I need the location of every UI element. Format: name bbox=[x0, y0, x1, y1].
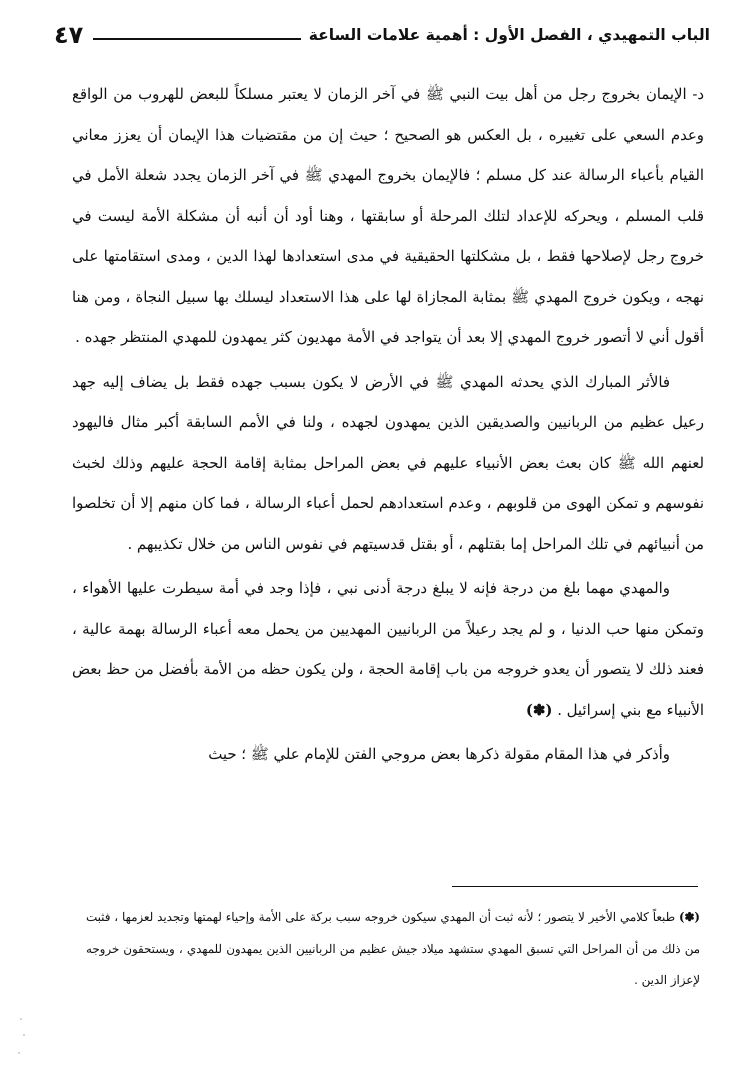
page-number: ٤٧ bbox=[54, 21, 84, 49]
footnote-marker: (✽) bbox=[678, 910, 700, 924]
footnote bbox=[86, 902, 700, 997]
scan-speck bbox=[23, 1034, 25, 1036]
footnote-reference: (✽) bbox=[525, 700, 553, 719]
running-header bbox=[54, 18, 710, 52]
header-title: الباب التمهيدي ، الفصل الأول : أهمية علامات الساعة bbox=[308, 26, 710, 44]
footnote-separator bbox=[452, 886, 698, 887]
body-text bbox=[72, 74, 704, 775]
header-rule bbox=[93, 38, 300, 40]
paragraph bbox=[72, 568, 704, 730]
paragraph: وأذكر في هذا المقام مقولة ذكرها بعض مروجي الفتن للإمام علي ﷺ ؛ حيث bbox=[208, 745, 670, 763]
scan-speck bbox=[20, 1018, 22, 1020]
paragraph: فالأثر المبارك الذي يحدثه المهدي ﷺ في الأرض لا يكون بسبب جهده فقط بل يضاف إليه جهد رعيل عظيم من الربانيين والصديقين الذين يمهدون لجهده ، ولنا في الأمم السابقة أكبر مثال فاليهود لعنهم الله ﷺ كان بعث بعض الأنبياء عليهم في بعض المراحل بمثابة إقامة الحجة عليهم وذلك لخبث نفوسهم و تمكن الهوى من قلوبهم ، وعدم استعدادهم لحمل أعباء الرسالة ، فما كان منهم إلا أن تخلصوا من أنبيائهم في تلك المراحل إما بقتلهم ، أو بقتل قدسيتهم في نفوس الناس من خلال تكذيبهم . bbox=[72, 372, 704, 553]
paragraph-text: والمهدي مهما بلغ من درجة فإنه لا يبلغ درجة أدنى نبي ، فإذا وجد في أمة سيطرت عليها الأهواء ، وتمكن منها حب الدنيا ، و لم يجد رعيلاً من الربانيين المهديين من يحمل معه أعباء الرسالة بهمة عالية ، فعند ذلك لا يتصور أن يعدو خروجه من باب إقامة الحجة ، ولن يكون حظه من الأمة بأفضل من حظ بعض الأنبياء مع بني إسرائيل . bbox=[72, 579, 704, 719]
scan-speck bbox=[18, 1052, 20, 1054]
footnote-text: طبعاً كلامي الأخير لا يتصور ؛ لأنه ثبت أن المهدي سيكون خروجه سبب بركة على الأمة وإحياء لهمتها وتجديد لعزمها ، فثبت من ذلك من أن المراحل التي تسبق المهدي ستشهد ميلاد جيش عظيم من الربانيين الذين يمهدون للمهدي ، ويستحقون خروجه لإعزاز الدين . bbox=[86, 910, 700, 987]
paragraph: د- الإيمان بخروج رجل من أهل بيت النبي ﷺ في آخر الزمان لا يعتبر مسلكاً للبعض للهروب من الواقع وعدم السعي على تغييره ، بل العكس هو الصحيح ؛ حيث إن من مقتضيات هذا الإيمان أن يعزز معاني القيام بأعباء الرسالة عند كل مسلم ؛ فالإيمان بخروج المهدي ﷺ في آخر الزمان يجدد شعلة الأمل في قلب المسلم ، ويحركه للإعداد لتلك المرحلة أو سابقتها ، وهنا أود أن أنبه أن مشكلة الأمة ليست في خروج رجل لإصلاحها فقط ، بل مشكلتها الحقيقية في مدى استعدادها لهذا الدين ، ومدى استقامتها على نهجه ، ويكون خروج المهدي ﷺ بمثابة المجازاة لها على هذا الاستعداد ليسلك بها سبيل النجاة ، ومن هنا أقول أني لا أتصور خروج المهدي إلا بعد أن يتواجد في الأمة مهديون كثر يمهدون للمهدي المنتظر جهده . bbox=[72, 85, 704, 346]
